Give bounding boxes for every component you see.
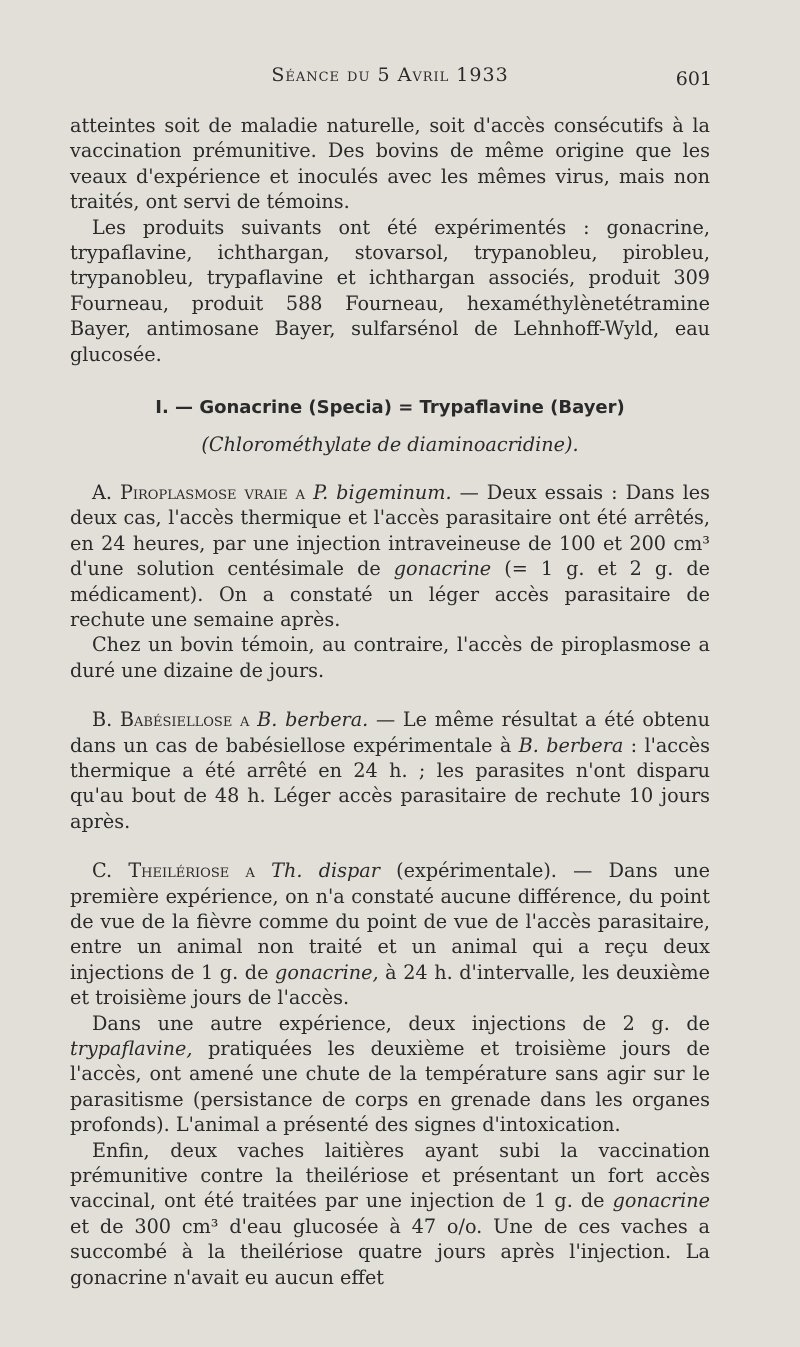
drug-trypaflavine: trypaflavine, [70, 1037, 193, 1060]
paragraph-vaches [70, 1138, 710, 1290]
drug-gonacrine-c: gonacrine, [275, 960, 379, 984]
text-babesiellose-2: : l'accès thermique a été arrêté en 24 h. ; les parasites n'ont disparu qu'au bout de 48 h. Léger accès parasitaire de rechute 10 jours après. [70, 733, 710, 833]
drug-gonacrine-a: gonacrine [393, 557, 492, 581]
paragraph-piroplasmose [70, 480, 710, 632]
species-bigeminum: P. bigeminum. [313, 480, 452, 504]
page-number: 601 [675, 68, 712, 90]
paragraph-intro-continuation: atteintes soit de maladie naturelle, soit d'accès consécutifs à la vaccination prémunitive. Des bovins de même origine que les veaux d'expérience et inoculés avec les mêmes virus, mais non traités, ont servi de témoins. [70, 114, 710, 214]
running-title: Séance du 5 Avril 1933 [271, 64, 509, 86]
section-subheading: (Chlorométhylate de diaminoacridine). [201, 433, 579, 457]
species-berbera-2: B. berbera [518, 733, 624, 757]
page-header [70, 64, 710, 94]
paragraph-theileriose [70, 858, 710, 1010]
species-berbera: B. berbera. [257, 708, 369, 732]
species-dispar: Th. dispar [271, 859, 380, 883]
text-theileriose-2: à 24 h. d'intervalle, les deuxième et troisième jours de l'accès. [70, 960, 710, 1010]
paragraph-trypaflavine-experiment [70, 1011, 710, 1138]
label-piroplasmose: A. Piroplasmose vraie a [92, 480, 306, 504]
text-trypaflavine: Dans une autre expérience, deux injections de 2 g. de [92, 1011, 710, 1035]
paragraph-temoin: Chez un bovin témoin, au contraire, l'accès de piroplasmose a duré une dizaine de jours. [70, 633, 710, 682]
paragraph-babesiellose [70, 707, 710, 834]
text-babesiellose: — Le même résultat a été obtenu dans un cas de babésiellose expérimentale à [70, 708, 710, 757]
text-piroplasmose-2: (= 1 g. et 2 g. de médicament). On a constaté un léger accès parasitaire de rechute une semaine après. [70, 557, 710, 631]
text-vaches: Enfin, deux vaches laitières ayant subi la vaccination prémunitive contre la theilériose et présentant un fort accès vaccinal, ont été traitées par une injection de 1 g. de [70, 1138, 710, 1213]
text-theileriose: (expérimentale). — Dans une première expérience, on n'a constaté aucune différence, du point de vue de la fièvre comme du point de vue de l'accès parasitaire, entre un animal non traité et un animal qui a reçu deux injections de 1 g. de [70, 859, 711, 984]
text-piroplasmose: — Deux essais : Dans les deux cas, l'accès thermique et l'accès parasitaire ont été arrêtés, en 24 heures, par une injection intraveineuse de 100 et 200 cm³ d'une solution centésimale de [70, 480, 710, 581]
section-heading: I. — Gonacrine (Specia) = Trypaflavine (Bayer) [155, 397, 625, 419]
text-trypaflavine-2: pratiquées les deuxième et troisième jours de l'accès, ont amené une chute de la température sans agir sur le parasitisme (persistance de corps en grenade dans les organes profonds). L'animal a présenté des signes d'intoxication. [70, 1037, 710, 1137]
drug-gonacrine-vaches: gonacrine [612, 1189, 710, 1213]
label-babesiellose: B. Babésiellose a [92, 708, 250, 732]
label-theileriose: C. Theilériose a [92, 859, 255, 883]
body-text [70, 113, 710, 1290]
paragraph-products-list: Les produits suivants ont été expérimentés : gonacrine, trypaflavine, ichthargan, stovarsol, trypanobleu, pirobleu, trypanobleu, trypaflavine et ichthargan associés, produit 309 Fourneau, produit 588 Fourneau, hexaméthylènetétramine Bayer, antimosane Bayer, sulfarsénol de Lehnhoff-Wyld, eau glucosée. [70, 215, 710, 366]
text-vaches-2: et de 300 cm³ d'eau glucosée à 47 o/o. Une de ces vaches a succombé à la theilériose quatre jours après l'injection. La gonacrine n'avait eu aucun effet [70, 1214, 710, 1289]
